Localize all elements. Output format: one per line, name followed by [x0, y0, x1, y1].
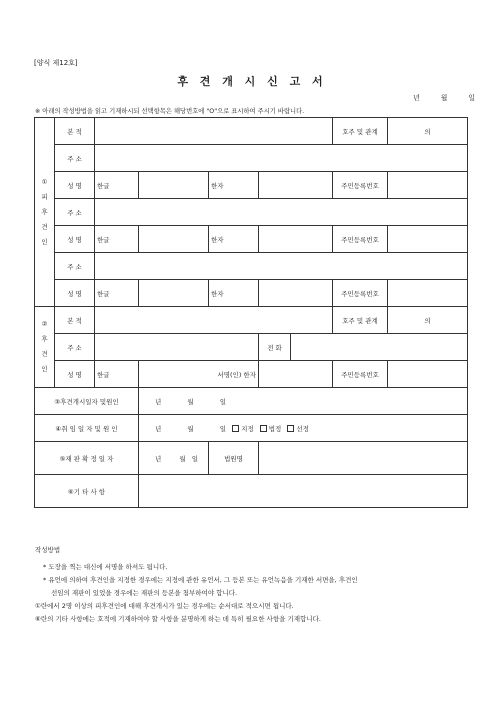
method-line: ⑥란의 기타 사항에는 호적에 기재하여야 할 사항을 분명하게 하는 데 특히 필요한 사항을 기재합니다.: [35, 615, 321, 623]
instructions-notice: ※ 아래의 작성방법을 읽고 기재하시되 선택항목은 해당번호에 "O"으로 표시하여 주시기 바랍니다.: [35, 108, 305, 115]
option-checkbox-statutory[interactable]: [260, 425, 267, 432]
form-number: [양식 제12호]: [34, 59, 78, 67]
method-line: ①란에서 2명 이상의 피후견인에 대해 후견개시가 있는 경우에는 순서대로 적으시면 됩니다.: [35, 602, 294, 610]
guardian-rrn-field[interactable]: [388, 361, 468, 388]
guardian-hoju-field[interactable]: 의: [388, 307, 468, 334]
ward3-address-field[interactable]: [95, 253, 468, 280]
ward-hoju-field[interactable]: 의: [388, 118, 468, 145]
guardian-address-field[interactable]: [95, 334, 259, 361]
option-checkbox-appointed[interactable]: [287, 425, 294, 432]
method-line: * 유언에 의하여 후견인을 지정한 경우에는 지정에 관한 유언서, 그 등본 또는 유언녹음을 기재한 서면을, 후견인: [43, 576, 358, 584]
ward2-hanja-label: 한자: [209, 226, 259, 253]
ward2-hanja-field[interactable]: [259, 226, 333, 253]
ward3-address-label: 주 소: [55, 253, 95, 280]
method-title: 작성방법: [35, 546, 61, 554]
ward1-rrn-label: 주민등록번호: [333, 172, 388, 199]
start-date-field[interactable]: 년 월 일: [139, 388, 468, 415]
other-matters-field[interactable]: [139, 475, 468, 508]
option-checkbox-designated[interactable]: [232, 425, 239, 432]
report-form-table: [34, 117, 468, 508]
ward-address-label: 주 소: [55, 145, 95, 172]
ward2-name-label: 성 명: [55, 226, 95, 253]
ward-hoju-label: 호주 및 관계: [333, 118, 388, 145]
ward3-hanja-label: 한자: [209, 280, 259, 307]
acceptance-date-field[interactable]: 년 월 일 지정 법정 선정: [139, 415, 468, 442]
guardian-hangul-label: 한글: [95, 361, 139, 388]
writing-method: [35, 544, 475, 626]
day-label: 일: [468, 94, 475, 102]
ward2-address-field[interactable]: [95, 199, 468, 226]
ward2-address-label: 주 소: [55, 199, 95, 226]
court-name-label: 법원명: [209, 442, 259, 475]
guardian-hanja-field[interactable]: [259, 361, 333, 388]
ward-section-label: ① 피 후 견 인: [35, 118, 55, 307]
ward1-rrn-field[interactable]: [388, 172, 468, 199]
ward1-hangul-label: 한글: [95, 172, 139, 199]
guardian-name-label: 성 명: [55, 361, 95, 388]
ward3-name-label: 성 명: [55, 280, 95, 307]
ward3-rrn-field[interactable]: [388, 280, 468, 307]
trial-date-field[interactable]: 년 월 일: [139, 442, 209, 475]
court-name-field[interactable]: [259, 442, 468, 475]
year-label: 년: [413, 94, 420, 102]
guardian-address-label: 주 소: [55, 334, 95, 361]
ward2-hangul-label: 한글: [95, 226, 139, 253]
method-line: * 도장을 찍는 대신에 서명을 하셔도 됩니다.: [43, 563, 168, 571]
ward-bonjeok-field[interactable]: [95, 118, 333, 145]
ward2-hangul-field[interactable]: [139, 226, 209, 253]
guardian-hangul-field[interactable]: [139, 361, 209, 388]
guardian-bonjeok-label: 본 적: [55, 307, 95, 334]
ward1-hanja-label: 한자: [209, 172, 259, 199]
other-matters-label: ⑥기 타 사 항: [35, 475, 139, 508]
ward1-name-label: 성 명: [55, 172, 95, 199]
ward3-hangul-label: 한글: [95, 280, 139, 307]
ward1-hangul-field[interactable]: [139, 172, 209, 199]
guardian-rrn-label: 주민등록번호: [333, 361, 388, 388]
ward3-rrn-label: 주민등록번호: [333, 280, 388, 307]
ward2-rrn-label: 주민등록번호: [333, 226, 388, 253]
guardian-bonjeok-field[interactable]: [95, 307, 333, 334]
guardian-section-label: ② 후 견 인: [35, 307, 55, 388]
ward1-hanja-field[interactable]: [259, 172, 333, 199]
ward-address-field[interactable]: [95, 145, 468, 172]
page-title: 후 견 개 시 신 고 서: [177, 75, 327, 88]
guardian-phone-field[interactable]: [291, 334, 468, 361]
month-label: 월: [440, 94, 448, 102]
guardian-phone-label: 전 화: [259, 334, 291, 361]
ward2-rrn-field[interactable]: [388, 226, 468, 253]
guardian-hoju-label: 호주 및 관계: [333, 307, 388, 334]
report-date: [413, 93, 475, 103]
guardian-sign-hanja-label: 서명(인) 한자: [209, 361, 259, 388]
trial-date-label: ⑤재 판 확 정 일 자: [35, 442, 139, 475]
ward3-hangul-field[interactable]: [139, 280, 209, 307]
ward3-hanja-field[interactable]: [259, 280, 333, 307]
method-line: 선임의 재판이 있었을 경우에는 재판의 등본을 첨부하여야 합니다.: [51, 589, 238, 597]
ward-bonjeok-label: 본 적: [55, 118, 95, 145]
acceptance-date-label: ④취 임 일 자 및 원 인: [35, 415, 139, 442]
start-date-label: ③후견개시일자 및원인: [35, 388, 139, 415]
